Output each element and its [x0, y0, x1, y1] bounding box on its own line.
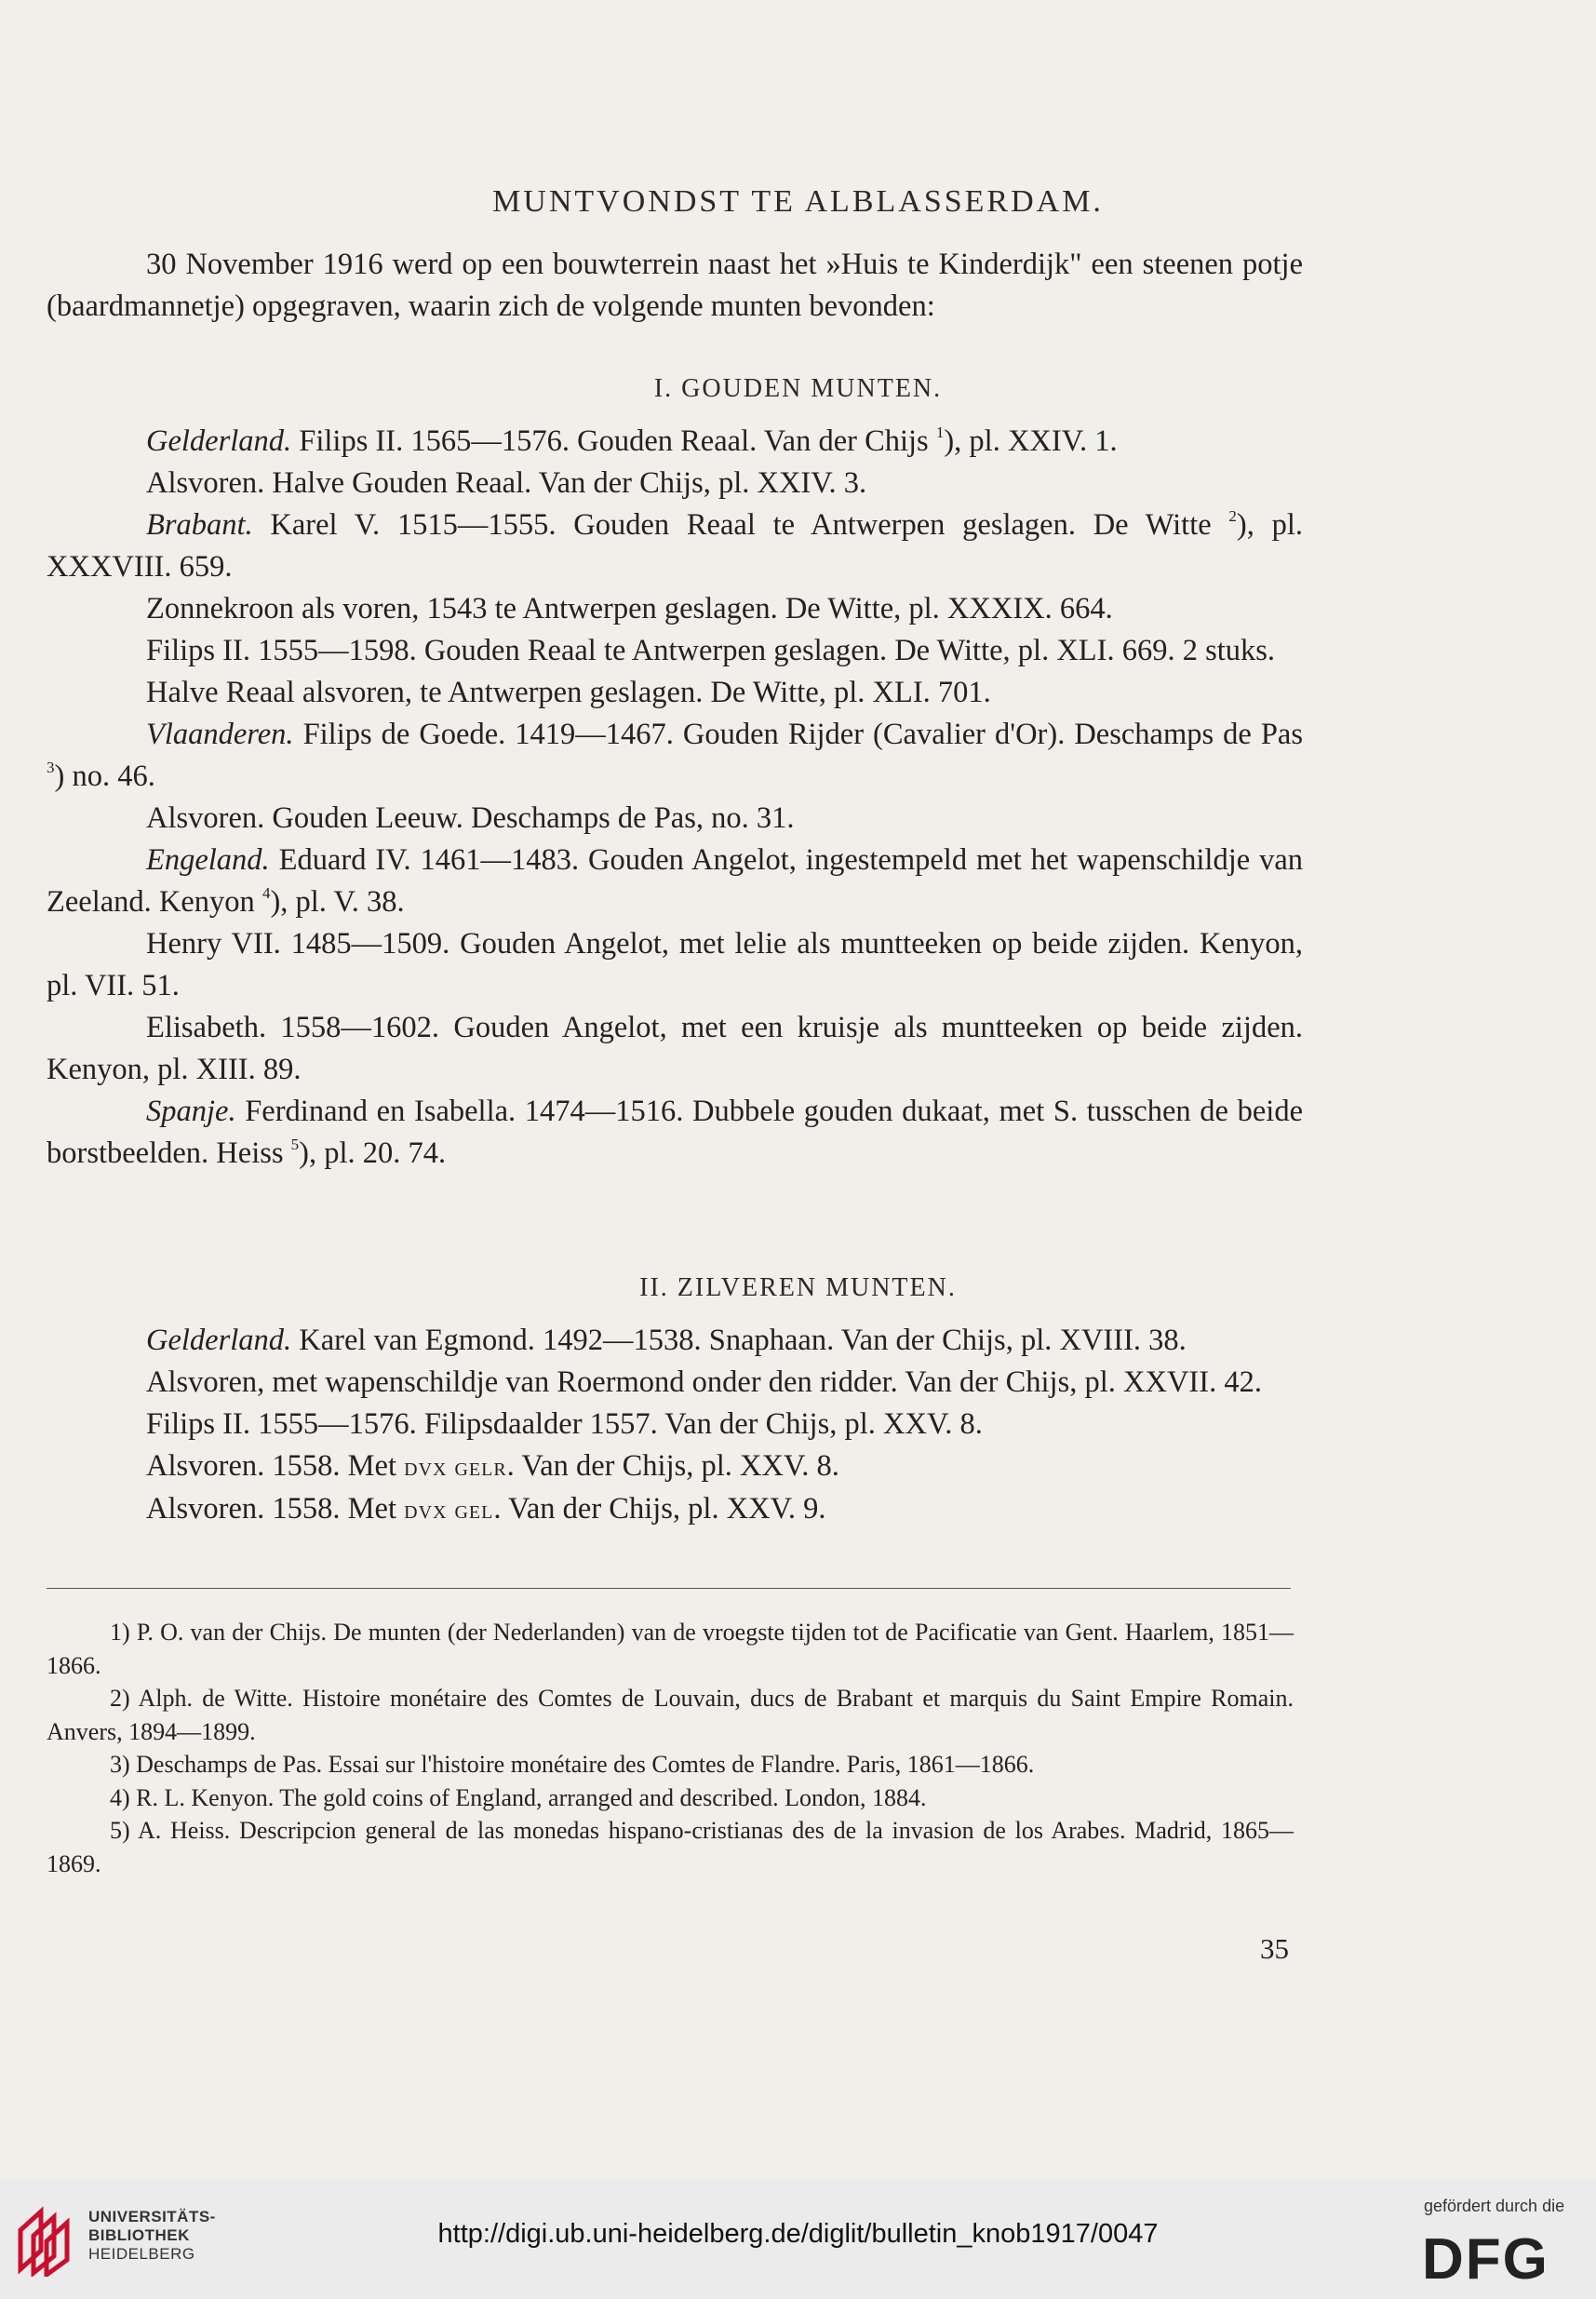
page-title: MUNTVONDST TE ALBLASSERDAM. — [492, 184, 1104, 219]
coin-entry: Engeland. Eduard IV. 1461—1483. Gouden Angelot, ingestempeld met het wapenschildje van Zeeland. Kenyon $^4$), pl. V. 38. — [47, 843, 1303, 919]
coin-entry: Alsvoren. 1558. Met dvx gel. Van der Chijs, pl. XXV. 9. — [146, 1492, 826, 1526]
coin-entry: Filips II. 1555—1598. Gouden Reaal te Antwerpen geslagen. De Witte, pl. XLI. 669. 2 stuks. — [146, 634, 1276, 667]
coin-entry: Spanje. Ferdinand en Isabella. 1474—1516. Dubbele gouden dukaat, met S. tusschen de beide borstbeelden. Heiss $^5$), pl. 20. 74. — [47, 1095, 1303, 1170]
footnote: 4) R. L. Kenyon. The gold coins of England, arranged and described. London, 1884. — [110, 1783, 927, 1811]
footnote-ref: 4 — [262, 884, 271, 902]
footnote: 2) Alph. de Witte. Histoire monétaire des Comtes de Louvain, ducs de Brabant et marquis du Saint Empire Romain. Anvers, 1894—1899. — [47, 1685, 1294, 1745]
region-label: Vlaanderen. — [146, 718, 294, 751]
region-label: Gelderland. — [146, 1324, 292, 1357]
coin-legend: dvx gelr — [404, 1453, 507, 1482]
footnote-divider — [47, 1588, 1291, 1589]
silver-coins-list — [47, 1320, 1303, 1531]
intro-paragraph — [47, 244, 1303, 328]
region-label: Gelderland. — [146, 424, 292, 458]
library-name: UNIVERSITÄTS- BIBLIOTHEK HEIDELBERG — [88, 2208, 216, 2263]
footnote-ref: 1 — [935, 424, 945, 441]
coin-entry: Alsvoren, met wapenschildje van Roermond onder den ridder. Van der Chijs, pl. XXVII. 42. — [146, 1365, 1262, 1399]
section-heading-silver: II. ZILVEREN MUNTEN. — [639, 1273, 957, 1302]
gold-coins-list — [47, 421, 1303, 1175]
coin-entry: Gelderland. Karel van Egmond. 1492—1538. Snaphaan. Van der Chijs, pl. XVIII. 38. — [146, 1324, 1187, 1357]
page-number: 35 — [1260, 1932, 1289, 1965]
coin-entry: Brabant. Karel V. 1515—1555. Gouden Reaal te Antwerpen geslagen. De Witte $^2$), pl. XXXVIII. 659. — [47, 507, 1304, 584]
svg-text:DFG: DFG — [1422, 2230, 1549, 2284]
funder-label: gefördert durch die — [1424, 2197, 1565, 2215]
coin-entry: Halve Reaal alsvoren, te Antwerpen geslagen. De Witte, pl. XLI. 701. — [146, 676, 991, 709]
footnote: 1) P. O. van der Chijs. De munten (der Nederlanden) van de vroegste tijden tot de Pacificatie van Gent. Haarlem, 1851—1866. — [47, 1619, 1294, 1679]
region-label: Brabant. — [146, 508, 253, 542]
footnote-ref: 5 — [290, 1136, 300, 1153]
permalink-url[interactable]: http://digi.ub.uni-heidelberg.de/diglit/bulletin_knob1917/0047 — [437, 2219, 1159, 2249]
coin-entry: Vlaanderen. Filips de Goede. 1419—1467. Gouden Rijder (Cavalier d'Or). Deschamps de Pas $^3$) no. 46. — [47, 718, 1303, 793]
coin-entry: Zonnekroon als voren, 1543 te Antwerpen geslagen. De Witte, pl. XXXIX. 664. — [146, 592, 1113, 625]
dfg-logo — [1422, 2230, 1571, 2284]
footnote-ref: 2 — [1228, 507, 1237, 525]
footnotes — [47, 1616, 1294, 1880]
coin-entry: Alsvoren. Gouden Leeuw. Deschamps de Pas, no. 31. — [146, 801, 795, 835]
coin-legend: dvx gel — [404, 1496, 494, 1525]
coin-entry: Gelderland. Filips II. 1565—1576. Gouden Reaal. Van der Chijs $^1$), pl. XXIV. 1. — [146, 424, 1118, 458]
intro-text: 30 November 1916 werd op een bouwterrein naast het »Huis te Kinderdijk" een steenen potje (baardmannetje) opgegraven, waarin zich de volgende munten bevonden: — [47, 248, 1303, 323]
region-label: Engeland. — [146, 843, 270, 877]
coin-entry: Henry VII. 1485—1509. Gouden Angelot, met lelie als muntteeken op beide zijden. Kenyon, pl. VII. 51. — [47, 927, 1303, 1002]
coin-entry: Alsvoren. Halve Gouden Reaal. Van der Chijs, pl. XXIV. 3. — [146, 466, 867, 500]
region-label: Spanje. — [146, 1095, 236, 1128]
coin-entry: Alsvoren. 1558. Met dvx gelr. Van der Chijs, pl. XXV. 8. — [146, 1449, 839, 1483]
footnote: 5) A. Heiss. Descripcion general de las monedas hispano-cristianas des de la invasion de los Arabes. Madrid, 1865—1869. — [47, 1817, 1294, 1877]
coin-entry: Filips II. 1555—1576. Filipsdaalder 1557. Van der Chijs, pl. XXV. 8. — [146, 1407, 983, 1441]
footnote: 3) Deschamps de Pas. Essai sur l'histoire monétaire des Comtes de Flandre. Paris, 1861—1866. — [110, 1751, 1035, 1778]
coin-entry: Elisabeth. 1558—1602. Gouden Angelot, met een kruisje als muntteeken op beide zijden. Kenyon, pl. XIII. 89. — [47, 1011, 1303, 1086]
section-heading-gold: I. GOUDEN MUNTEN. — [653, 374, 943, 403]
footnote-ref: 3 — [47, 759, 55, 776]
